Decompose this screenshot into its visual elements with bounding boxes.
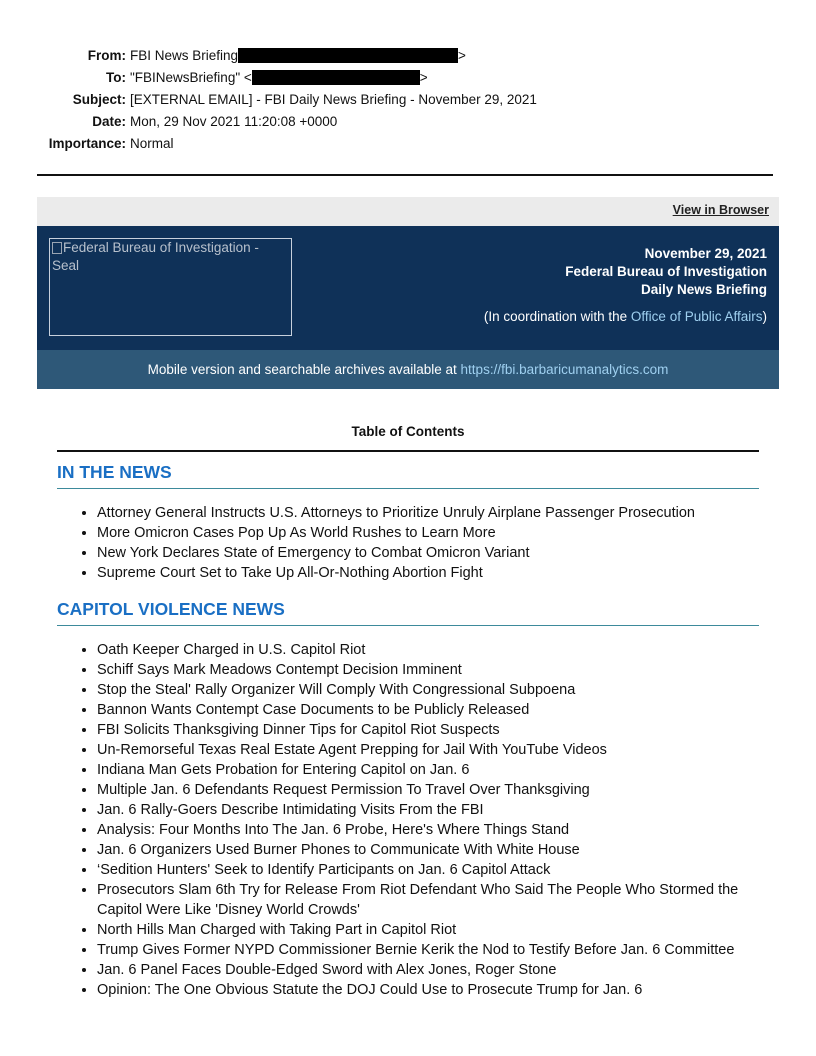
mobile-archive-bar: [37, 350, 779, 389]
to-row: [0, 66, 816, 88]
list-item[interactable]: • Trump Gives Former NYPD Commissioner Bernie Kerik the Nod to Testify Before Jan. 6 Committee: [97, 940, 777, 960]
redaction-bar: [252, 70, 420, 85]
broken-image-icon: [52, 242, 62, 254]
fbi-seal-image: [49, 238, 292, 336]
mobile-text: Mobile version and searchable archives available at: [147, 362, 461, 377]
coordination-note: [484, 309, 767, 324]
section-rule: [57, 488, 759, 489]
in-the-news-list: [77, 503, 777, 583]
office-public-affairs-link[interactable]: Office of Public Affairs: [630, 309, 763, 324]
from-row: [0, 44, 816, 66]
list-item[interactable]: • Jan. 6 Organizers Used Burner Phones to Communicate With White House: [97, 840, 777, 860]
list-item[interactable]: • Opinion: The One Obvious Statute the DOJ Could Use to Prosecute Trump for Jan. 6: [97, 980, 777, 1000]
subject-label: Subject:: [72, 91, 126, 107]
toc-title: Table of Contents: [351, 424, 465, 439]
briefing-title: Daily News Briefing: [640, 282, 767, 297]
view-in-browser-bar: [37, 197, 779, 226]
view-in-browser-link[interactable]: View in Browser: [672, 203, 769, 217]
importance-row: [0, 132, 816, 154]
to-label: To:: [106, 69, 126, 85]
to-value: "FBINewsBriefing" <: [130, 69, 252, 85]
capitol-violence-list: [77, 640, 777, 1000]
list-item[interactable]: • Bannon Wants Contempt Case Documents to be Publicly Released: [97, 700, 777, 720]
list-item[interactable]: • Indiana Man Gets Probation for Entering Capitol on Jan. 6: [97, 760, 777, 780]
coord-suffix: ): [762, 309, 767, 324]
coord-prefix: (In coordination with the: [483, 309, 631, 324]
list-item[interactable]: • Multiple Jan. 6 Defendants Request Permission To Travel Over Thanksgiving: [97, 780, 777, 800]
from-suffix: >: [458, 47, 466, 63]
list-item[interactable]: • More Omicron Cases Pop Up As World Rushes to Learn More: [97, 523, 777, 543]
list-item[interactable]: • Prosecutors Slam 6th Try for Release From Riot Defendant Who Said The People Who Stormed the Capitol Were Like 'Disney World Crowds': [97, 880, 777, 920]
briefing-date: November 29, 2021: [644, 246, 767, 261]
redaction-bar: [238, 48, 458, 63]
list-item[interactable]: • Supreme Court Set to Take Up All-Or-Nothing Abortion Fight: [97, 563, 777, 583]
date-row: [0, 110, 816, 132]
importance-value: Normal: [130, 135, 174, 151]
importance-label: Importance:: [48, 135, 126, 151]
banner-heading: [565, 245, 767, 299]
list-item[interactable]: • Jan. 6 Rally-Goers Describe Intimidating Visits From the FBI: [97, 800, 777, 820]
archive-link[interactable]: https://fbi.barbaricumanalytics.com: [460, 362, 669, 377]
list-item[interactable]: • Schiff Says Mark Meadows Contempt Decision Imminent: [97, 660, 777, 680]
section-title-in-the-news[interactable]: IN THE NEWS: [57, 462, 172, 482]
list-item[interactable]: • Stop the Steal' Rally Organizer Will Comply With Congressional Subpoena: [97, 680, 777, 700]
section-title-capitol-violence[interactable]: CAPITOL VIOLENCE NEWS: [57, 599, 285, 619]
toc-divider: [57, 450, 759, 452]
list-item[interactable]: • Analysis: Four Months Into The Jan. 6 Probe, Here's Where Things Stand: [97, 820, 777, 840]
list-item[interactable]: • North Hills Man Charged with Taking Part in Capitol Riot: [97, 920, 777, 940]
list-item[interactable]: • Jan. 6 Panel Faces Double-Edged Sword with Alex Jones, Roger Stone: [97, 960, 777, 980]
from-value: FBI News Briefing: [130, 47, 239, 63]
to-suffix: >: [419, 69, 428, 85]
list-item[interactable]: • Un-Remorseful Texas Real Estate Agent Prepping for Jail With YouTube Videos: [97, 740, 777, 760]
section-rule: [57, 625, 759, 626]
list-item[interactable]: • Oath Keeper Charged in U.S. Capitol Riot: [97, 640, 777, 660]
from-label: From:: [87, 47, 126, 63]
list-item[interactable]: • Attorney General Instructs U.S. Attorneys to Prioritize Unruly Airplane Passenger Prosecution: [97, 503, 777, 523]
date-label: Date:: [92, 113, 126, 129]
list-item[interactable]: • FBI Solicits Thanksgiving Dinner Tips for Capitol Riot Suspects: [97, 720, 777, 740]
newsletter-banner: [37, 226, 779, 350]
header-divider: [37, 174, 773, 176]
agency-name: Federal Bureau of Investigation: [565, 264, 767, 279]
subject-value: [EXTERNAL EMAIL] - FBI Daily News Briefing - November 29, 2021: [130, 91, 537, 107]
list-item[interactable]: • New York Declares State of Emergency to Combat Omicron Variant: [97, 543, 777, 563]
subject-row: [0, 88, 816, 110]
date-value: Mon, 29 Nov 2021 11:20:08 +0000: [130, 113, 338, 129]
email-header: [0, 44, 816, 154]
seal-alt-text: Federal Bureau of Investigation - Seal: [52, 240, 259, 273]
list-item[interactable]: • ‘Sedition Hunters' Seek to Identify Participants on Jan. 6 Capitol Attack: [97, 860, 777, 880]
